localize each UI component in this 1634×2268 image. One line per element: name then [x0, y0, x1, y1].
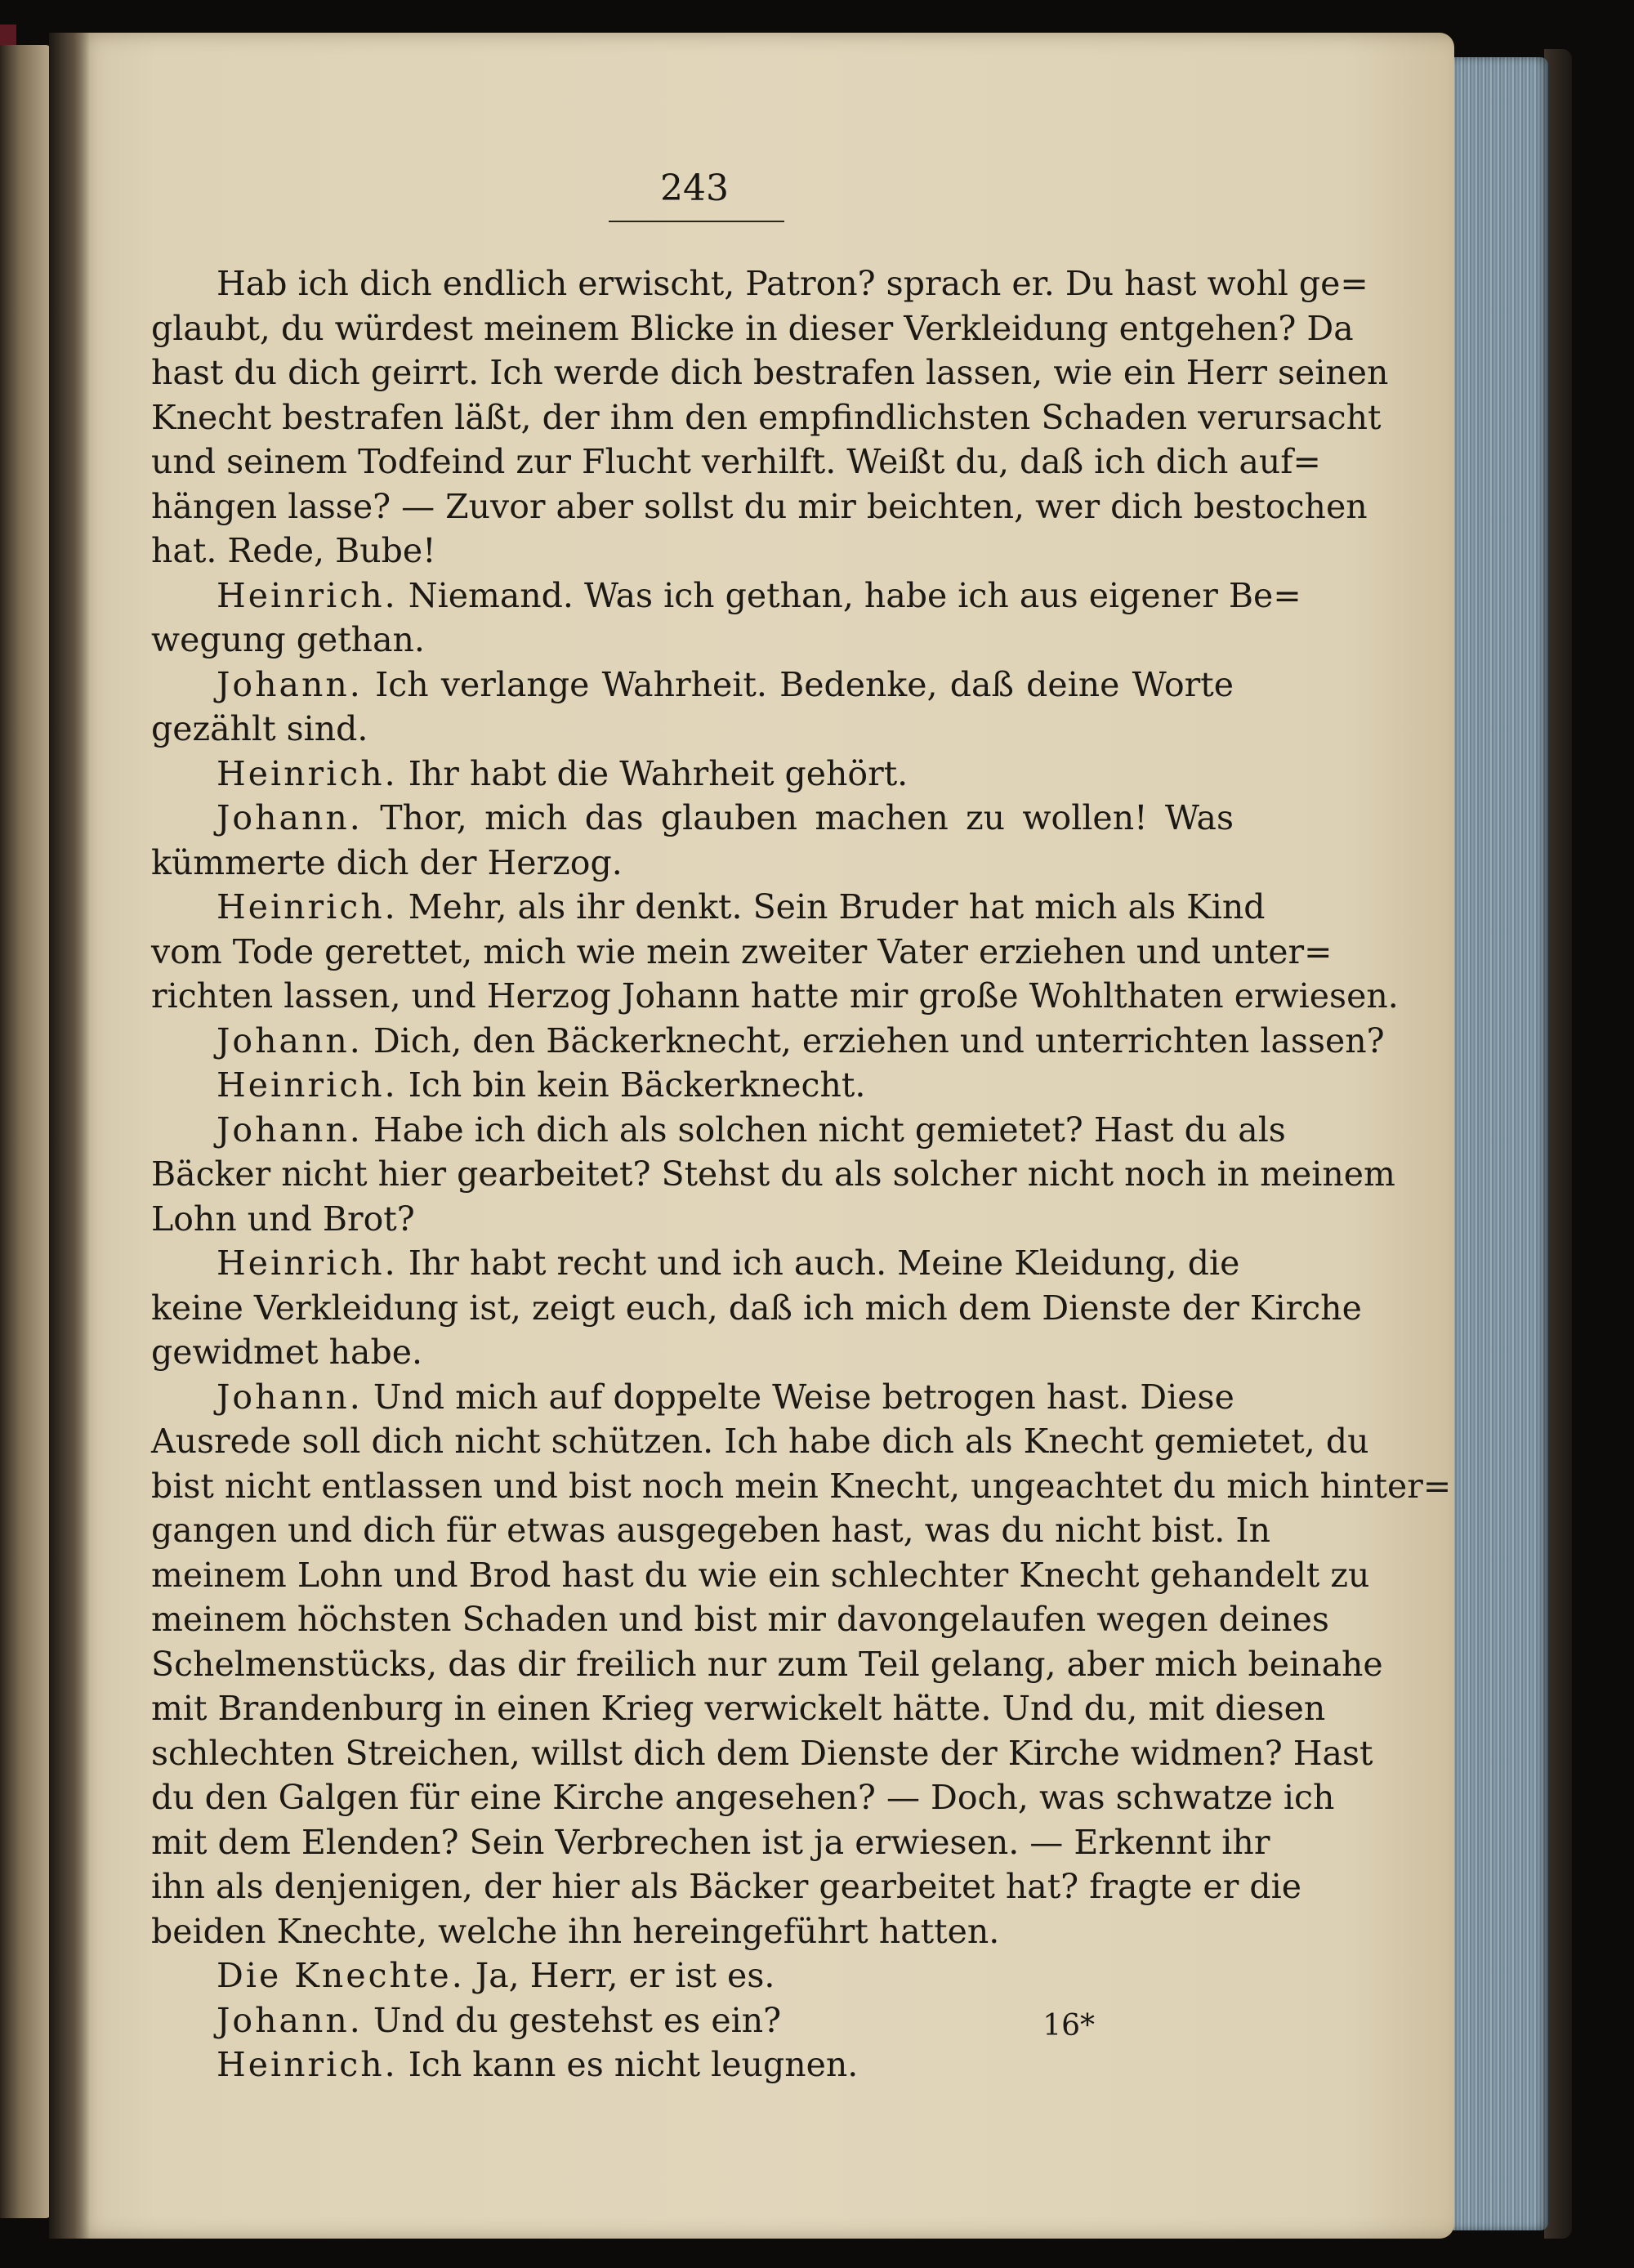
- text-line: [151, 305, 1354, 352]
- text-line: [151, 1150, 1395, 1198]
- speaker-name: Heinrich.: [217, 1065, 398, 1105]
- line-text: gangen und dich für etwas ausgegeben hast, was du nicht bist. In: [151, 1511, 1270, 1550]
- text-line: [217, 794, 1234, 842]
- line-text: Ihr habt die Wahrheit gehört.: [408, 753, 909, 793]
- speaker-name: Heinrich.: [217, 2045, 398, 2084]
- text-line: [151, 1418, 1369, 1465]
- line-text: gewidmet habe.: [151, 1333, 423, 1372]
- line-text: Bäcker nicht hier gearbeitet? Stehst du als solcher nicht noch in meinem: [151, 1154, 1395, 1194]
- text-line: [217, 1239, 1240, 1287]
- text-line: [217, 1061, 1234, 1109]
- text-line: [151, 705, 1234, 752]
- text-line: [217, 883, 1266, 931]
- text-line: [217, 1017, 1385, 1065]
- text-line: [217, 1106, 1286, 1154]
- text-line: [151, 928, 1333, 976]
- text-line: [217, 2041, 1234, 2088]
- signature-mark: 16*: [1042, 2009, 1095, 2043]
- speaker-name: Johann.: [217, 798, 363, 837]
- speaker-name: Die Knechte.: [217, 1956, 465, 1995]
- speaker-name: Johann.: [217, 1377, 363, 1417]
- line-text: Ihr habt recht und ich auch. Meine Kleidung, die: [408, 1243, 1240, 1283]
- text-line: [151, 616, 1234, 663]
- line-text: Habe ich dich als solchen nicht gemietet? Hast du als: [373, 1109, 1286, 1150]
- line-text: bist nicht entlassen und bist noch mein Knecht, ungeachtet du mich hinter=: [151, 1466, 1452, 1506]
- line-text: kümmerte dich der Herzog.: [151, 842, 623, 882]
- text-line: [151, 839, 1234, 886]
- line-text: Ja, Herr, er ist es.: [475, 1956, 775, 1995]
- line-text: schlechten Streichen, willst dich dem Dienste der Kirche widmen? Hast: [151, 1733, 1373, 1773]
- line-text: richten lassen, und Herzog Johann hatte mir große Wohlthaten erwiesen.: [151, 976, 1399, 1016]
- text-line: [151, 1507, 1270, 1554]
- text-line: [151, 483, 1368, 530]
- text-line: [151, 1551, 1370, 1599]
- speaker-name: Heinrich.: [217, 575, 398, 615]
- text-line: [217, 572, 1301, 619]
- line-text: hat. Rede, Bube!: [151, 531, 436, 570]
- text-line: [151, 1685, 1326, 1732]
- line-text: Knecht bestrafen läßt, der ihm den empfindlichsten Schaden verursacht: [151, 397, 1382, 437]
- line-text: Mehr, als ihr denkt. Sein Bruder hat mich als Kind: [408, 887, 1266, 926]
- text-line: [151, 394, 1382, 441]
- speaker-name: Johann.: [217, 1020, 363, 1060]
- text-line: [217, 260, 1368, 307]
- text-line: [151, 1730, 1373, 1777]
- line-text: beiden Knechte, welche ihn hereingeführt hatten.: [151, 1911, 1000, 1951]
- speaker-name: Johann.: [217, 2000, 363, 2040]
- speaker-name: Johann.: [217, 1109, 363, 1150]
- text-line: [151, 1908, 1234, 1955]
- line-text: Und mich auf doppelte Weise betrogen hast. Diese: [373, 1377, 1234, 1417]
- text-line: [151, 349, 1389, 396]
- line-text: Schelmenstücks, das dir freilich nur zum Teil gelang, aber mich beinahe: [151, 1644, 1383, 1684]
- line-text: wegung gethan.: [151, 620, 425, 659]
- line-text: gezählt sind.: [151, 709, 368, 748]
- line-text: keine Verkleidung ist, zeigt euch, daß ich mich dem Dienste der Kirche: [151, 1288, 1362, 1328]
- line-text: du den Galgen für eine Kirche angesehen? — Doch, was schwatze ich: [151, 1778, 1335, 1817]
- page-number: 243: [660, 167, 729, 209]
- text-line: [151, 1596, 1329, 1643]
- text-line: [151, 1774, 1335, 1821]
- line-text: ihn als denjenigen, der hier als Bäcker gearbeitet hat? fragte er die: [151, 1867, 1301, 1906]
- text-line: [151, 1819, 1270, 1866]
- line-text: Dich, den Bäckerknecht, erziehen und unterrichten lassen?: [373, 1020, 1385, 1060]
- text-line: [217, 661, 1234, 708]
- line-text: hängen lasse? — Zuvor aber sollst du mir beichten, wer dich bestochen: [151, 486, 1368, 526]
- text-line: [217, 750, 1234, 797]
- line-text: hast du dich geirrt. Ich werde dich bestrafen lassen, wie ein Herr seinen: [151, 353, 1389, 392]
- text-line: [151, 972, 1399, 1020]
- line-text: und seinem Todfeind zur Flucht verhilft. Weißt du, daß ich dich auf=: [151, 442, 1321, 481]
- line-text: Und du gestehst es ein?: [373, 2000, 782, 2040]
- speaker-name: Heinrich.: [217, 753, 398, 793]
- speaker-name: Heinrich.: [217, 1243, 398, 1283]
- line-text: mit Brandenburg in einen Krieg verwickelt hätte. Und du, mit diesen: [151, 1689, 1326, 1728]
- line-text: Ausrede soll dich nicht schützen. Ich habe dich als Knecht gemietet, du: [151, 1422, 1369, 1461]
- speaker-name: Johann.: [217, 664, 363, 704]
- text-line: [151, 1195, 1234, 1243]
- text-line: [151, 1462, 1452, 1510]
- line-text: vom Tode gerettet, mich wie mein zweiter Vater erziehen und unter=: [151, 931, 1333, 971]
- text-line: [151, 438, 1321, 485]
- line-text: meinem Lohn und Brod hast du wie ein schlechter Knecht gehandelt zu: [151, 1555, 1370, 1595]
- text-line: [217, 1952, 1234, 1999]
- line-text: Niemand. Was ich gethan, habe ich aus eigener Be=: [408, 575, 1301, 615]
- line-text: Ich kann es nicht leugnen.: [408, 2045, 859, 2084]
- text-line: [151, 1284, 1362, 1332]
- speaker-name: Heinrich.: [217, 887, 398, 926]
- text-line: [151, 1328, 1234, 1376]
- line-text: Thor, mich das glauben machen zu wollen! Was: [380, 798, 1234, 837]
- line-text: mit dem Elenden? Sein Verbrechen ist ja erwiesen. — Erkennt ihr: [151, 1822, 1270, 1862]
- text-line: [151, 1641, 1383, 1688]
- line-text: glaubt, du würdest meinem Blicke in dieser Verkleidung entgehen? Da: [151, 308, 1354, 348]
- text-line: [151, 527, 1234, 574]
- text-line: [217, 1373, 1234, 1421]
- line-text: Lohn und Brot?: [151, 1199, 415, 1239]
- line-text: meinem höchsten Schaden und bist mir davongelaufen wegen deines: [151, 1600, 1329, 1639]
- line-text: Hab ich dich endlich erwischt, Patron? sprach er. Du hast wohl ge=: [217, 264, 1368, 303]
- text-line: [151, 1863, 1301, 1910]
- line-text: Ich verlange Wahrheit. Bedenke, daß deine Worte: [375, 664, 1234, 704]
- line-text: Ich bin kein Bäckerknecht.: [408, 1065, 866, 1105]
